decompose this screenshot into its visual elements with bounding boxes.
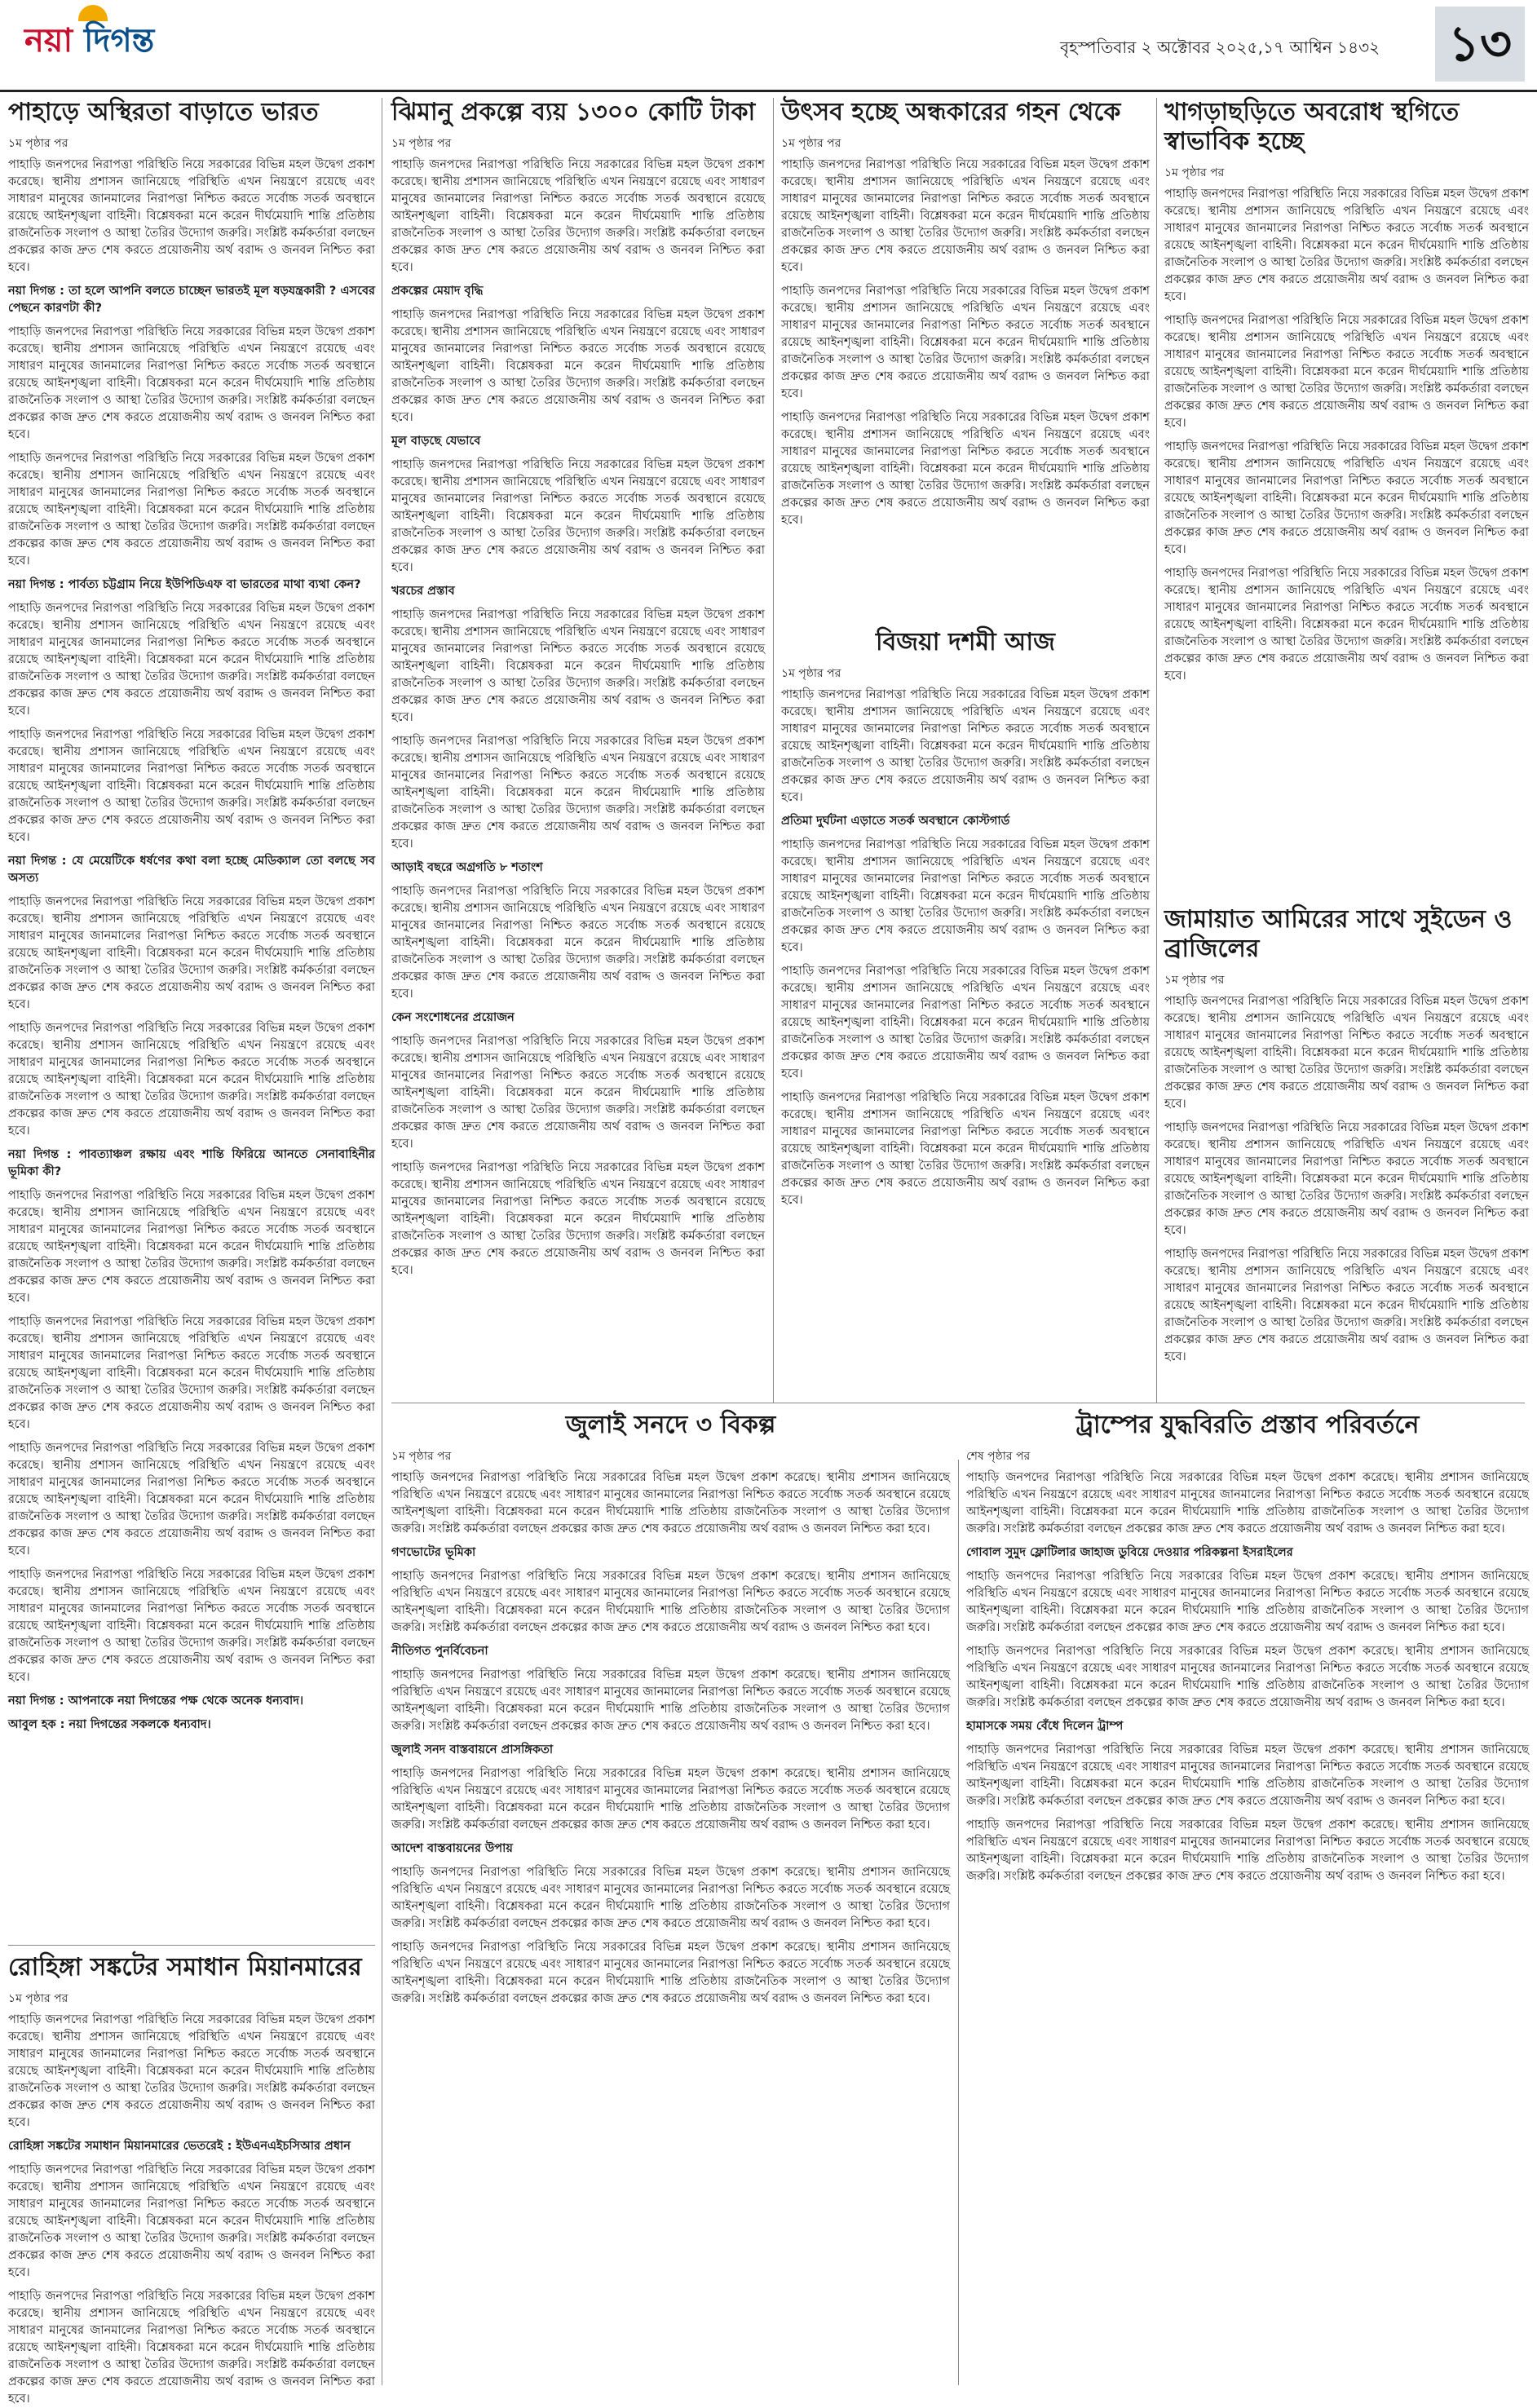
article-rohingya [8, 1953, 375, 2406]
article-body: পাহাড়ি জনপদের নিরাপত্তা পরিস্থিতি নিয়ে সরকারের বিভিন্ন মহল উদ্বেগ প্রকাশ করেছে। স্থানীয় প্রশাসন জানিয়েছে পরিস্থিতি এখন নিয়ন্ত্রণে রয়েছে এবং সাধারণ মানুষের জানমালের নিরাপত্তা নিশ্চিত করতে সর্বোচ্চ সতর্ক অবস্থানে রয়েছে আইনশৃঙ্খলা বাহিনী। বিশ্লেষকরা মনে করেন দীর্ঘমেয়াদি শান্তি প্রতিষ্ঠায় রাজনৈতিক সংলাপ ও আস্থা তৈরির উদ্যোগ জরুরি। সংশ্লিষ্ট কর্মকর্তারা বলছেন প্রকল্পের কাজ দ্রুত শেষ করতে প্রয়োজনীয় অর্থ বরাদ্দ ও জনবল নিশ্চিত করা হবে। [8, 2290, 375, 2406]
interview-closing-answer: আবুল হক : নয়া দিগন্তের সকলকে ধন্যবাদ। [8, 1718, 211, 1731]
continuation-note: ১ম পৃষ্ঠার পর [781, 667, 841, 680]
article-body: পাহাড়ি জনপদের নিরাপত্তা পরিস্থিতি নিয়ে সরকারের বিভিন্ন মহল উদ্বেগ প্রকাশ করেছে। স্থানীয় প্রশাসন জানিয়েছে পরিস্থিতি এখন নিয়ন্ত্রণে রয়েছে এবং সাধারণ মানুষের জানমালের নিরাপত্তা নিশ্চিত করতে সর্বোচ্চ সতর্ক অবস্থানে রয়েছে আইনশৃঙ্খলা বাহিনী। বিশ্লেষকরা মনে করেন দীর্ঘমেয়াদি শান্তি প্রতিষ্ঠায় রাজনৈতিক সংলাপ ও আস্থা তৈরির উদ্যোগ জরুরি। সংশ্লিষ্ট কর্মকর্তারা বলছেন প্রকল্পের কাজ দ্রুত শেষ করতে প্রয়োজনীয় অর্থ বরাদ্দ ও জনবল নিশ্চিত করা হবে। [8, 728, 375, 844]
article-subhead: প্রকল্পের মেয়াদ বৃদ্ধি [391, 285, 484, 298]
article-utsob [781, 98, 1150, 620]
continuation-note: ১ম পৃষ্ঠার পর [781, 137, 841, 150]
article-headline[interactable]: উৎসব হচ্ছে অন্ধকারের গহন থেকে [781, 98, 1121, 126]
article-headline[interactable]: রোহিঙ্গা সঙ্কটের সমাধান মিয়ানমারের [8, 1953, 362, 1982]
article-body: পাহাড়ি জনপদের নিরাপত্তা পরিস্থিতি নিয়ে সরকারের বিভিন্ন মহল উদ্বেগ প্রকাশ করেছে। স্থানীয় প্রশাসন জানিয়েছে পরিস্থিতি এখন নিয়ন্ত্রণে রয়েছে এবং সাধারণ মানুষের জানমালের নিরাপত্তা নিশ্চিত করতে সর্বোচ্চ সতর্ক অবস্থানে রয়েছে আইনশৃঙ্খলা বাহিনী। বিশ্লেষকরা মনে করেন দীর্ঘমেয়াদি শান্তি প্রতিষ্ঠায় রাজনৈতিক সংলাপ ও আস্থা তৈরির উদ্যোগ জরুরি। সংশ্লিষ্ট কর্মকর্তারা বলছেন প্রকল্পের কাজ দ্রুত শেষ করতে প্রয়োজনীয় অর্থ বরাদ্দ ও জনবল নিশ্চিত করা হবে। [8, 1022, 375, 1138]
article-body: পাহাড়ি জনপদের নিরাপত্তা পরিস্থিতি নিয়ে সরকারের বিভিন্ন মহল উদ্বেগ প্রকাশ করেছে। স্থানীয় প্রশাসন জানিয়েছে পরিস্থিতি এখন নিয়ন্ত্রণে রয়েছে এবং সাধারণ মানুষের জানমালের নিরাপত্তা নিশ্চিত করতে সর্বোচ্চ সতর্ক অবস্থানে রয়েছে আইনশৃঙ্খলা বাহিনী। বিশ্লেষকরা মনে করেন দীর্ঘমেয়াদি শান্তি প্রতিষ্ঠায় রাজনৈতিক সংলাপ ও আস্থা তৈরির উদ্যোগ জরুরি। সংশ্লিষ্ট কর্মকর্তারা বলছেন প্রকল্পের কাজ দ্রুত শেষ করতে প্রয়োজনীয় অর্থ বরাদ্দ ও জনবল নিশ্চিত করা হবে। [966, 1471, 1529, 1535]
interview-closing: নয়া দিগন্ত : আপনাকে নয়া দিগন্তের পক্ষ থেকে অনেক ধন্যবাদ। [8, 1694, 304, 1708]
article-body: পাহাড়ি জনপদের নিরাপত্তা পরিস্থিতি নিয়ে সরকারের বিভিন্ন মহল উদ্বেগ প্রকাশ করেছে। স্থানীয় প্রশাসন জানিয়েছে পরিস্থিতি এখন নিয়ন্ত্রণে রয়েছে এবং সাধারণ মানুষের জানমালের নিরাপত্তা নিশ্চিত করতে সর্বোচ্চ সতর্ক অবস্থানে রয়েছে আইনশৃঙ্খলা বাহিনী। বিশ্লেষকরা মনে করেন দীর্ঘমেয়াদি শান্তি প্রতিষ্ঠায় রাজনৈতিক সংলাপ ও আস্থা তৈরির উদ্যোগ জরুরি। সংশ্লিষ্ট কর্মকর্তারা বলছেন প্রকল্পের কাজ দ্রুত শেষ করতে প্রয়োজনীয় অর্থ বরাদ্দ ও জনবল নিশ্চিত করা হবে। [8, 895, 375, 1011]
article-body: পাহাড়ি জনপদের নিরাপত্তা পরিস্থিতি নিয়ে সরকারের বিভিন্ন মহল উদ্বেগ প্রকাশ করেছে। স্থানীয় প্রশাসন জানিয়েছে পরিস্থিতি এখন নিয়ন্ত্রণে রয়েছে এবং সাধারণ মানুষের জানমালের নিরাপত্তা নিশ্চিত করতে সর্বোচ্চ সতর্ক অবস্থানে রয়েছে আইনশৃঙ্খলা বাহিনী। বিশ্লেষকরা মনে করেন দীর্ঘমেয়াদি শান্তি প্রতিষ্ঠায় রাজনৈতিক সংলাপ ও আস্থা তৈরির উদ্যোগ জরুরি। সংশ্লিষ্ট কর্মকর্তারা বলছেন প্রকল্পের কাজ দ্রুত শেষ করতে প্রয়োজনীয় অর্থ বরাদ্দ ও জনবল নিশ্চিত করা হবে। [391, 1570, 950, 1634]
article-subhead: গোবাল সুমুদ ফ্লোটিলার জাহাজ ডুবিয়ে দেওয়ার পরিকল্পনা ইসরাইলের [966, 1546, 1293, 1559]
article-body: পাহাড়ি জনপদের নিরাপত্তা পরিস্থিতি নিয়ে সরকারের বিভিন্ন মহল উদ্বেগ প্রকাশ করেছে। স্থানীয় প্রশাসন জানিয়েছে পরিস্থিতি এখন নিয়ন্ত্রণে রয়েছে এবং সাধারণ মানুষের জানমালের নিরাপত্তা নিশ্চিত করতে সর্বোচ্চ সতর্ক অবস্থানে রয়েছে আইনশৃঙ্খলা বাহিনী। বিশ্লেষকরা মনে করেন দীর্ঘমেয়াদি শান্তি প্রতিষ্ঠায় রাজনৈতিক সংলাপ ও আস্থা তৈরির উদ্যোগ জরুরি। সংশ্লিষ্ট কর্মকর্তারা বলছেন প্রকল্পের কাজ দ্রুত শেষ করতে প্রয়োজনীয় অর্থ বরাদ্দ ও জনবল নিশ্চিত করা হবে। [8, 2163, 375, 2279]
article-subhead: রোহিঙ্গা সঙ্কটের সমাধান মিয়ানমারের ভেতরেই : ইউএনএইচসিআর প্রধান [8, 2140, 351, 2153]
article-body: পাহাড়ি জনপদের নিরাপত্তা পরিস্থিতি নিয়ে সরকারের বিভিন্ন মহল উদ্বেগ প্রকাশ করেছে। স্থানীয় প্রশাসন জানিয়েছে পরিস্থিতি এখন নিয়ন্ত্রণে রয়েছে এবং সাধারণ মানুষের জানমালের নিরাপত্তা নিশ্চিত করতে সর্বোচ্চ সতর্ক অবস্থানে রয়েছে আইনশৃঙ্খলা বাহিনী। বিশ্লেষকরা মনে করেন দীর্ঘমেয়াদি শান্তি প্রতিষ্ঠায় রাজনৈতিক সংলাপ ও আস্থা তৈরির উদ্যোগ জরুরি। সংশ্লিষ্ট কর্মকর্তারা বলছেন প্রকল্পের কাজ দ্রুত শেষ করতে প্রয়োজনীয় অর্থ বরাদ্দ ও জনবল নিশ্চিত করা হবে। [781, 1091, 1150, 1207]
article-body: পাহাড়ি জনপদের নিরাপত্তা পরিস্থিতি নিয়ে সরকারের বিভিন্ন মহল উদ্বেগ প্রকাশ করেছে। স্থানীয় প্রশাসন জানিয়েছে পরিস্থিতি এখন নিয়ন্ত্রণে রয়েছে এবং সাধারণ মানুষের জানমালের নিরাপত্তা নিশ্চিত করতে সর্বোচ্চ সতর্ক অবস্থানে রয়েছে আইনশৃঙ্খলা বাহিনী। বিশ্লেষকরা মনে করেন দীর্ঘমেয়াদি শান্তি প্রতিষ্ঠায় রাজনৈতিক সংলাপ ও আস্থা তৈরির উদ্যোগ জরুরি। সংশ্লিষ্ট কর্মকর্তারা বলছেন প্রকল্পের কাজ দ্রুত শেষ করতে প্রয়োজনীয় অর্থ বরাদ্দ ও জনবল নিশ্চিত করা হবে। [1164, 188, 1529, 303]
article-body: পাহাড়ি জনপদের নিরাপত্তা পরিস্থিতি নিয়ে সরকারের বিভিন্ন মহল উদ্বেগ প্রকাশ করেছে। স্থানীয় প্রশাসন জানিয়েছে পরিস্থিতি এখন নিয়ন্ত্রণে রয়েছে এবং সাধারণ মানুষের জানমালের নিরাপত্তা নিশ্চিত করতে সর্বোচ্চ সতর্ক অবস্থানে রয়েছে আইনশৃঙ্খলা বাহিনী। বিশ্লেষকরা মনে করেন দীর্ঘমেয়াদি শান্তি প্রতিষ্ঠায় রাজনৈতিক সংলাপ ও আস্থা তৈরির উদ্যোগ জরুরি। সংশ্লিষ্ট কর্মকর্তারা বলছেন প্রকল্পের কাজ দ্রুত শেষ করতে প্রয়োজনীয় অর্থ বরাদ্দ ও জনবল নিশ্চিত করা হবে। [1164, 440, 1529, 556]
article-jamaat-amir [1164, 905, 1529, 1394]
article-body: পাহাড়ি জনপদের নিরাপত্তা পরিস্থিতি নিয়ে সরকারের বিভিন্ন মহল উদ্বেগ প্রকাশ করেছে। স্থানীয় প্রশাসন জানিয়েছে পরিস্থিতি এখন নিয়ন্ত্রণে রয়েছে এবং সাধারণ মানুষের জানমালের নিরাপত্তা নিশ্চিত করতে সর্বোচ্চ সতর্ক অবস্থানে রয়েছে আইনশৃঙ্খলা বাহিনী। বিশ্লেষকরা মনে করেন দীর্ঘমেয়াদি শান্তি প্রতিষ্ঠায় রাজনৈতিক সংলাপ ও আস্থা তৈরির উদ্যোগ জরুরি। সংশ্লিষ্ট কর্মকর্তারা বলছেন প্রকল্পের কাজ দ্রুত শেষ করতে প্রয়োজনীয় অর্থ বরাদ্দ ও জনবল নিশ্চিত করা হবে। [391, 735, 765, 851]
article-body: পাহাড়ি জনপদের নিরাপত্তা পরিস্থিতি নিয়ে সরকারের বিভিন্ন মহল উদ্বেগ প্রকাশ করেছে। স্থানীয় প্রশাসন জানিয়েছে পরিস্থিতি এখন নিয়ন্ত্রণে রয়েছে এবং সাধারণ মানুষের জানমালের নিরাপত্তা নিশ্চিত করতে সর্বোচ্চ সতর্ক অবস্থানে রয়েছে আইনশৃঙ্খলা বাহিনী। বিশ্লেষকরা মনে করেন দীর্ঘমেয়াদি শান্তি প্রতিষ্ঠায় রাজনৈতিক সংলাপ ও আস্থা তৈরির উদ্যোগ জরুরি। সংশ্লিষ্ট কর্মকর্তারা বলছেন প্রকল্পের কাজ দ্রুত শেষ করতে প্রয়োজনীয় অর্থ বরাদ্দ ও জনবল নিশ্চিত করা হবে। [8, 602, 375, 718]
continuation-note: ১ম পৃষ্ঠার পর [1164, 974, 1225, 987]
article-subhead: হামাসকে সময় বেঁধে দিলেন ট্রাম্প [966, 1720, 1124, 1733]
article-body: পাহাড়ি জনপদের নিরাপত্তা পরিস্থিতি নিয়ে সরকারের বিভিন্ন মহল উদ্বেগ প্রকাশ করেছে। স্থানীয় প্রশাসন জানিয়েছে পরিস্থিতি এখন নিয়ন্ত্রণে রয়েছে এবং সাধারণ মানুষের জানমালের নিরাপত্তা নিশ্চিত করতে সর্বোচ্চ সতর্ক অবস্থানে রয়েছে আইনশৃঙ্খলা বাহিনী। বিশ্লেষকরা মনে করেন দীর্ঘমেয়াদি শান্তি প্রতিষ্ঠায় রাজনৈতিক সংলাপ ও আস্থা তৈরির উদ্যোগ জরুরি। সংশ্লিষ্ট কর্মকর্তারা বলছেন প্রকল্পের কাজ দ্রুত শেষ করতে প্রয়োজনীয় অর্থ বরাদ্দ ও জনবল নিশ্চিত করা হবে। [8, 325, 375, 441]
article-body: পাহাড়ি জনপদের নিরাপত্তা পরিস্থিতি নিয়ে সরকারের বিভিন্ন মহল উদ্বেগ প্রকাশ করেছে। স্থানীয় প্রশাসন জানিয়েছে পরিস্থিতি এখন নিয়ন্ত্রণে রয়েছে এবং সাধারণ মানুষের জানমালের নিরাপত্তা নিশ্চিত করতে সর্বোচ্চ সতর্ক অবস্থানে রয়েছে আইনশৃঙ্খলা বাহিনী। বিশ্লেষকরা মনে করেন দীর্ঘমেয়াদি শান্তি প্রতিষ্ঠায় রাজনৈতিক সংলাপ ও আস্থা তৈরির উদ্যোগ জরুরি। সংশ্লিষ্ট কর্মকর্তারা বলছেন প্রকল্পের কাজ দ্রুত শেষ করতে প্রয়োজনীয় অর্থ বরাদ্দ ও জনবল নিশ্চিত করা হবে। [391, 1941, 950, 2005]
article-body: পাহাড়ি জনপদের নিরাপত্তা পরিস্থিতি নিয়ে সরকারের বিভিন্ন মহল উদ্বেগ প্রকাশ করেছে। স্থানীয় প্রশাসন জানিয়েছে পরিস্থিতি এখন নিয়ন্ত্রণে রয়েছে এবং সাধারণ মানুষের জানমালের নিরাপত্তা নিশ্চিত করতে সর্বোচ্চ সতর্ক অবস্থানে রয়েছে আইনশৃঙ্খলা বাহিনী। বিশ্লেষকরা মনে করেন দীর্ঘমেয়াদি শান্তি প্রতিষ্ঠায় রাজনৈতিক সংলাপ ও আস্থা তৈরির উদ্যোগ জরুরি। সংশ্লিষ্ট কর্মকর্তারা বলছেন প্রকল্পের কাজ দ্রুত শেষ করতে প্রয়োজনীয় অর্থ বরাদ্দ ও জনবল নিশ্চিত করা হবে। [966, 1818, 1529, 1883]
article-body: পাহাড়ি জনপদের নিরাপত্তা পরিস্থিতি নিয়ে সরকারের বিভিন্ন মহল উদ্বেগ প্রকাশ করেছে। স্থানীয় প্রশাসন জানিয়েছে পরিস্থিতি এখন নিয়ন্ত্রণে রয়েছে এবং সাধারণ মানুষের জানমালের নিরাপত্তা নিশ্চিত করতে সর্বোচ্চ সতর্ক অবস্থানে রয়েছে আইনশৃঙ্খলা বাহিনী। বিশ্লেষকরা মনে করেন দীর্ঘমেয়াদি শান্তি প্রতিষ্ঠায় রাজনৈতিক সংলাপ ও আস্থা তৈরির উদ্যোগ জরুরি। সংশ্লিষ্ট কর্মকর্তারা বলছেন প্রকল্পের কাজ দ্রুত শেষ করতে প্রয়োজনীয় অর্থ বরাদ্দ ও জনবল নিশ্চিত করা হবে। [781, 285, 1150, 400]
article-subhead: নীতিগত পুনর্বিবেচনা [391, 1645, 488, 1658]
column-rule [773, 98, 774, 1403]
article-subhead: খরচের প্রস্তাব [391, 585, 455, 598]
article-subhead: জুলাই সনদ বাস্তবায়নে প্রাসঙ্গিকতা [391, 1743, 554, 1756]
interview-question: নয়া দিগন্ত : পার্বত্য চট্টগ্রাম নিয়ে ইউপিডিএফ বা ভারতের মাথা ব্যথা কেন? [8, 578, 361, 591]
article-body: পাহাড়ি জনপদের নিরাপত্তা পরিস্থিতি নিয়ে সরকারের বিভিন্ন মহল উদ্বেগ প্রকাশ করেছে। স্থানীয় প্রশাসন জানিয়েছে পরিস্থিতি এখন নিয়ন্ত্রণে রয়েছে এবং সাধারণ মানুষের জানমালের নিরাপত্তা নিশ্চিত করতে সর্বোচ্চ সতর্ক অবস্থানে রয়েছে আইনশৃঙ্খলা বাহিনী। বিশ্লেষকরা মনে করেন দীর্ঘমেয়াদি শান্তি প্রতিষ্ঠায় রাজনৈতিক সংলাপ ও আস্থা তৈরির উদ্যোগ জরুরি। সংশ্লিষ্ট কর্মকর্তারা বলছেন প্রকল্পের কাজ দ্রুত শেষ করতে প্রয়োজনীয় অর্থ বরাদ্দ ও জনবল নিশ্চিত করা হবে। [8, 1442, 375, 1557]
continuation-note: ১ম পৃষ্ঠার পর [391, 1450, 452, 1463]
article-body: পাহাড়ি জনপদের নিরাপত্তা পরিস্থিতি নিয়ে সরকারের বিভিন্ন মহল উদ্বেগ প্রকাশ করেছে। স্থানীয় প্রশাসন জানিয়েছে পরিস্থিতি এখন নিয়ন্ত্রণে রয়েছে এবং সাধারণ মানুষের জানমালের নিরাপত্তা নিশ্চিত করতে সর্বোচ্চ সতর্ক অবস্থানে রয়েছে আইনশৃঙ্খলা বাহিনী। বিশ্লেষকরা মনে করেন দীর্ঘমেয়াদি শান্তি প্রতিষ্ঠায় রাজনৈতিক সংলাপ ও আস্থা তৈরির উদ্যোগ জরুরি। সংশ্লিষ্ট কর্মকর্তারা বলছেন প্রকল্পের কাজ দ্রুত শেষ করতে প্রয়োজনীয় অর্থ বরাদ্দ ও জনবল নিশ্চিত করা হবে। [781, 158, 1150, 274]
article-jhimanu [391, 98, 765, 1394]
article-july-charter [391, 1411, 950, 2385]
article-body: পাহাড়ি জনপদের নিরাপত্তা পরিস্থিতি নিয়ে সরকারের বিভিন্ন মহল উদ্বেগ প্রকাশ করেছে। স্থানীয় প্রশাসন জানিয়েছে পরিস্থিতি এখন নিয়ন্ত্রণে রয়েছে এবং সাধারণ মানুষের জানমালের নিরাপত্তা নিশ্চিত করতে সর্বোচ্চ সতর্ক অবস্থানে রয়েছে আইনশৃঙ্খলা বাহিনী। বিশ্লেষকরা মনে করেন দীর্ঘমেয়াদি শান্তি প্রতিষ্ঠায় রাজনৈতিক সংলাপ ও আস্থা তৈরির উদ্যোগ জরুরি। সংশ্লিষ্ট কর্মকর্তারা বলছেন প্রকল্পের কাজ দ্রুত শেষ করতে প্রয়োজনীয় অর্থ বরাদ্দ ও জনবল নিশ্চিত করা হবে। [781, 688, 1150, 804]
dateline: বৃহস্পতিবার ২ অক্টোবর ২০২৫,১৭ আশ্বিন ১৪৩২ [1060, 38, 1380, 57]
article-subhead: গণভোটের ভূমিকা [391, 1546, 476, 1559]
article-subhead: আদেশ বাস্তবায়নের উপায় [391, 1842, 513, 1855]
article-body: পাহাড়ি জনপদের নিরাপত্তা পরিস্থিতি নিয়ে সরকারের বিভিন্ন মহল উদ্বেগ প্রকাশ করেছে। স্থানীয় প্রশাসন জানিয়েছে পরিস্থিতি এখন নিয়ন্ত্রণে রয়েছে এবং সাধারণ মানুষের জানমালের নিরাপত্তা নিশ্চিত করতে সর্বোচ্চ সতর্ক অবস্থানে রয়েছে আইনশৃঙ্খলা বাহিনী। বিশ্লেষকরা মনে করেন দীর্ঘমেয়াদি শান্তি প্রতিষ্ঠায় রাজনৈতিক সংলাপ ও আস্থা তৈরির উদ্যোগ জরুরি। সংশ্লিষ্ট কর্মকর্তারা বলছেন প্রকল্পের কাজ দ্রুত শেষ করতে প্রয়োজনীয় অর্থ বরাদ্দ ও জনবল নিশ্চিত করা হবে। [966, 1645, 1529, 1709]
article-body: পাহাড়ি জনপদের নিরাপত্তা পরিস্থিতি নিয়ে সরকারের বিভিন্ন মহল উদ্বেগ প্রকাশ করেছে। স্থানীয় প্রশাসন জানিয়েছে পরিস্থিতি এখন নিয়ন্ত্রণে রয়েছে এবং সাধারণ মানুষের জানমালের নিরাপত্তা নিশ্চিত করতে সর্বোচ্চ সতর্ক অবস্থানে রয়েছে আইনশৃঙ্খলা বাহিনী। বিশ্লেষকরা মনে করেন দীর্ঘমেয়াদি শান্তি প্রতিষ্ঠায় রাজনৈতিক সংলাপ ও আস্থা তৈরির উদ্যোগ জরুরি। সংশ্লিষ্ট কর্মকর্তারা বলছেন প্রকল্পের কাজ দ্রুত শেষ করতে প্রয়োজনীয় অর্থ বরাদ্দ ও জনবল নিশ্চিত করা হবে। [391, 1471, 950, 1535]
article-body: পাহাড়ি জনপদের নিরাপত্তা পরিস্থিতি নিয়ে সরকারের বিভিন্ন মহল উদ্বেগ প্রকাশ করেছে। স্থানীয় প্রশাসন জানিয়েছে পরিস্থিতি এখন নিয়ন্ত্রণে রয়েছে এবং সাধারণ মানুষের জানমালের নিরাপত্তা নিশ্চিত করতে সর্বোচ্চ সতর্ক অবস্থানে রয়েছে আইনশৃঙ্খলা বাহিনী। বিশ্লেষকরা মনে করেন দীর্ঘমেয়াদি শান্তি প্রতিষ্ঠায় রাজনৈতিক সংলাপ ও আস্থা তৈরির উদ্যোগ জরুরি। সংশ্লিষ্ট কর্মকর্তারা বলছেন প্রকল্পের কাজ দ্রুত শেষ করতে প্রয়োজনীয় অর্থ বরাদ্দ ও জনবল নিশ্চিত করা হবে। [391, 158, 765, 274]
column-rule [1156, 98, 1157, 1403]
article-body: পাহাড়ি জনপদের নিরাপত্তা পরিস্থিতি নিয়ে সরকারের বিভিন্ন মহল উদ্বেগ প্রকাশ করেছে। স্থানীয় প্রশাসন জানিয়েছে পরিস্থিতি এখন নিয়ন্ত্রণে রয়েছে এবং সাধারণ মানুষের জানমালের নিরাপত্তা নিশ্চিত করতে সর্বোচ্চ সতর্ক অবস্থানে রয়েছে আইনশৃঙ্খলা বাহিনী। বিশ্লেষকরা মনে করেন দীর্ঘমেয়াদি শান্তি প্রতিষ্ঠায় রাজনৈতিক সংলাপ ও আস্থা তৈরির উদ্যোগ জরুরি। সংশ্লিষ্ট কর্মকর্তারা বলছেন প্রকল্পের কাজ দ্রুত শেষ করতে প্রয়োজনীয় অর্থ বরাদ্দ ও জনবল নিশ্চিত করা হবে। [391, 458, 765, 574]
logo-part-1: নয়া [24, 22, 73, 60]
logo-part-2: দিগন্ত [83, 22, 155, 60]
interview-question: নয়া দিগন্ত : পাবত্যাঞ্চল রক্ষায় এবং শান্তি ফিরিয়ে আনতে সেনাবাহিনীর ভূমিকা কী? [8, 1148, 375, 1178]
article-body: পাহাড়ি জনপদের নিরাপত্তা পরিস্থিতি নিয়ে সরকারের বিভিন্ন মহল উদ্বেগ প্রকাশ করেছে। স্থানীয় প্রশাসন জানিয়েছে পরিস্থিতি এখন নিয়ন্ত্রণে রয়েছে এবং সাধারণ মানুষের জানমালের নিরাপত্তা নিশ্চিত করতে সর্বোচ্চ সতর্ক অবস্থানে রয়েছে আইনশৃঙ্খলা বাহিনী। বিশ্লেষকরা মনে করেন দীর্ঘমেয়াদি শান্তি প্রতিষ্ঠায় রাজনৈতিক সংলাপ ও আস্থা তৈরির উদ্যোগ জরুরি। সংশ্লিষ্ট কর্মকর্তারা বলছেন প্রকল্পের কাজ দ্রুত শেষ করতে প্রয়োজনীয় অর্থ বরাদ্দ ও জনবল নিশ্চিত করা হবে। [8, 1315, 375, 1431]
article-subhead: আড়াই বছরে অগ্রগতি ৮ শতাংশ [391, 861, 543, 874]
continuation-note: ১ম পৃষ্ঠার পর [1164, 166, 1225, 179]
article-body: পাহাড়ি জনপদের নিরাপত্তা পরিস্থিতি নিয়ে সরকারের বিভিন্ন মহল উদ্বেগ প্রকাশ করেছে। স্থানীয় প্রশাসন জানিয়েছে পরিস্থিতি এখন নিয়ন্ত্রণে রয়েছে এবং সাধারণ মানুষের জানমালের নিরাপত্তা নিশ্চিত করতে সর্বোচ্চ সতর্ক অবস্থানে রয়েছে আইনশৃঙ্খলা বাহিনী। বিশ্লেষকরা মনে করেন দীর্ঘমেয়াদি শান্তি প্রতিষ্ঠায় রাজনৈতিক সংলাপ ও আস্থা তৈরির উদ্যোগ জরুরি। সংশ্লিষ্ট কর্মকর্তারা বলছেন প্রকল্পের কাজ দ্রুত শেষ করতে প্রয়োজনীয় অর্থ বরাদ্দ ও জনবল নিশ্চিত করা হবে। [391, 1161, 765, 1277]
article-subhead: প্রতিমা দুর্ঘটনা এড়াতে সতর্ক অবস্থানে কোস্টগার্ড [781, 815, 1010, 828]
article-headline[interactable]: খাগড়াছড়িতে অবরোধ স্থগিতে স্বাভাবিক হচ্ছে [1164, 98, 1460, 156]
article-body: পাহাড়ি জনপদের নিরাপত্তা পরিস্থিতি নিয়ে সরকারের বিভিন্ন মহল উদ্বেগ প্রকাশ করেছে। স্থানীয় প্রশাসন জানিয়েছে পরিস্থিতি এখন নিয়ন্ত্রণে রয়েছে এবং সাধারণ মানুষের জানমালের নিরাপত্তা নিশ্চিত করতে সর্বোচ্চ সতর্ক অবস্থানে রয়েছে আইনশৃঙ্খলা বাহিনী। বিশ্লেষকরা মনে করেন দীর্ঘমেয়াদি শান্তি প্রতিষ্ঠায় রাজনৈতিক সংলাপ ও আস্থা তৈরির উদ্যোগ জরুরি। সংশ্লিষ্ট কর্মকর্তারা বলছেন প্রকল্পের কাজ দ্রুত শেষ করতে প্রয়োজনীয় অর্থ বরাদ্দ ও জনবল নিশ্চিত করা হবে। [1164, 995, 1529, 1111]
article-body: পাহাড়ি জনপদের নিরাপত্তা পরিস্থিতি নিয়ে সরকারের বিভিন্ন মহল উদ্বেগ প্রকাশ করেছে। স্থানীয় প্রশাসন জানিয়েছে পরিস্থিতি এখন নিয়ন্ত্রণে রয়েছে এবং সাধারণ মানুষের জানমালের নিরাপত্তা নিশ্চিত করতে সর্বোচ্চ সতর্ক অবস্থানে রয়েছে আইনশৃঙ্খলা বাহিনী। বিশ্লেষকরা মনে করেন দীর্ঘমেয়াদি শান্তি প্রতিষ্ঠায় রাজনৈতিক সংলাপ ও আস্থা তৈরির উদ্যোগ জরুরি। সংশ্লিষ্ট কর্মকর্তারা বলছেন প্রকল্পের কাজ দ্রুত শেষ করতে প্রয়োজনীয় অর্থ বরাদ্দ ও জনবল নিশ্চিত করা হবে। [8, 158, 375, 274]
article-body: পাহাড়ি জনপদের নিরাপত্তা পরিস্থিতি নিয়ে সরকারের বিভিন্ন মহল উদ্বেগ প্রকাশ করেছে। স্থানীয় প্রশাসন জানিয়েছে পরিস্থিতি এখন নিয়ন্ত্রণে রয়েছে এবং সাধারণ মানুষের জানমালের নিরাপত্তা নিশ্চিত করতে সর্বোচ্চ সতর্ক অবস্থানে রয়েছে আইনশৃঙ্খলা বাহিনী। বিশ্লেষকরা মনে করেন দীর্ঘমেয়াদি শান্তি প্রতিষ্ঠায় রাজনৈতিক সংলাপ ও আস্থা তৈরির উদ্যোগ জরুরি। সংশ্লিষ্ট কর্মকর্তারা বলছেন প্রকল্পের কাজ দ্রুত শেষ করতে প্রয়োজনীয় অর্থ বরাদ্দ ও জনবল নিশ্চিত করা হবে। [966, 1570, 1529, 1634]
article-body: পাহাড়ি জনপদের নিরাপত্তা পরিস্থিতি নিয়ে সরকারের বিভিন্ন মহল উদ্বেগ প্রকাশ করেছে। স্থানীয় প্রশাসন জানিয়েছে পরিস্থিতি এখন নিয়ন্ত্রণে রয়েছে এবং সাধারণ মানুষের জানমালের নিরাপত্তা নিশ্চিত করতে সর্বোচ্চ সতর্ক অবস্থানে রয়েছে আইনশৃঙ্খলা বাহিনী। বিশ্লেষকরা মনে করেন দীর্ঘমেয়াদি শান্তি প্রতিষ্ঠায় রাজনৈতিক সংলাপ ও আস্থা তৈরির উদ্যোগ জরুরি। সংশ্লিষ্ট কর্মকর্তারা বলছেন প্রকল্পের কাজ দ্রুত শেষ করতে প্রয়োজনীয় অর্থ বরাদ্দ ও জনবল নিশ্চিত করা হবে। [391, 1767, 950, 1831]
article-body: পাহাড়ি জনপদের নিরাপত্তা পরিস্থিতি নিয়ে সরকারের বিভিন্ন মহল উদ্বেগ প্রকাশ করেছে। স্থানীয় প্রশাসন জানিয়েছে পরিস্থিতি এখন নিয়ন্ত্রণে রয়েছে এবং সাধারণ মানুষের জানমালের নিরাপত্তা নিশ্চিত করতে সর্বোচ্চ সতর্ক অবস্থানে রয়েছে আইনশৃঙ্খলা বাহিনী। বিশ্লেষকরা মনে করেন দীর্ঘমেয়াদি শান্তি প্রতিষ্ঠায় রাজনৈতিক সংলাপ ও আস্থা তৈরির উদ্যোগ জরুরি। সংশ্লিষ্ট কর্মকর্তারা বলছেন প্রকল্পের কাজ দ্রুত শেষ করতে প্রয়োজনীয় অর্থ বরাদ্দ ও জনবল নিশ্চিত করা হবে। [391, 608, 765, 724]
article-body: পাহাড়ি জনপদের নিরাপত্তা পরিস্থিতি নিয়ে সরকারের বিভিন্ন মহল উদ্বেগ প্রকাশ করেছে। স্থানীয় প্রশাসন জানিয়েছে পরিস্থিতি এখন নিয়ন্ত্রণে রয়েছে এবং সাধারণ মানুষের জানমালের নিরাপত্তা নিশ্চিত করতে সর্বোচ্চ সতর্ক অবস্থানে রয়েছে আইনশৃঙ্খলা বাহিনী। বিশ্লেষকরা মনে করেন দীর্ঘমেয়াদি শান্তি প্রতিষ্ঠায় রাজনৈতিক সংলাপ ও আস্থা তৈরির উদ্যোগ জরুরি। সংশ্লিষ্ট কর্মকর্তারা বলছেন প্রকল্পের কাজ দ্রুত শেষ করতে প্রয়োজনীয় অর্থ বরাদ্দ ও জনবল নিশ্চিত করা হবে। [391, 885, 765, 1001]
column-rule [958, 1460, 959, 2385]
interview-question: নয়া দিগন্ত : যে মেয়েটিকে ধর্ষণের কথা বলা হচ্ছে মেডিক্যাল তো বলছে সব অসত্য [8, 855, 375, 885]
article-bijoya-doshomi [781, 628, 1150, 1394]
article-body: পাহাড়ি জনপদের নিরাপত্তা পরিস্থিতি নিয়ে সরকারের বিভিন্ন মহল উদ্বেগ প্রকাশ করেছে। স্থানীয় প্রশাসন জানিয়েছে পরিস্থিতি এখন নিয়ন্ত্রণে রয়েছে এবং সাধারণ মানুষের জানমালের নিরাপত্তা নিশ্চিত করতে সর্বোচ্চ সতর্ক অবস্থানে রয়েছে আইনশৃঙ্খলা বাহিনী। বিশ্লেষকরা মনে করেন দীর্ঘমেয়াদি শান্তি প্রতিষ্ঠায় রাজনৈতিক সংলাপ ও আস্থা তৈরির উদ্যোগ জরুরি। সংশ্লিষ্ট কর্মকর্তারা বলছেন প্রকল্পের কাজ দ্রুত শেষ করতে প্রয়োজনীয় অর্থ বরাদ্দ ও জনবল নিশ্চিত করা হবে। [8, 452, 375, 568]
article-headline[interactable]: জামায়াত আমিরের সাথে সুইডেন ও ব্রাজিলের [1164, 905, 1513, 963]
article-headline[interactable]: পাহাড়ে অস্থিরতা বাড়াতে ভারত [8, 98, 319, 126]
article-headline[interactable]: বিজয়া দশমী আজ [876, 628, 1055, 656]
page-number: ১৩ [1435, 7, 1525, 82]
article-body: পাহাড়ি জনপদের নিরাপত্তা পরিস্থিতি নিয়ে সরকারের বিভিন্ন মহল উদ্বেগ প্রকাশ করেছে। স্থানীয় প্রশাসন জানিয়েছে পরিস্থিতি এখন নিয়ন্ত্রণে রয়েছে এবং সাধারণ মানুষের জানমালের নিরাপত্তা নিশ্চিত করতে সর্বোচ্চ সতর্ক অবস্থানে রয়েছে আইনশৃঙ্খলা বাহিনী। বিশ্লেষকরা মনে করেন দীর্ঘমেয়াদি শান্তি প্রতিষ্ঠায় রাজনৈতিক সংলাপ ও আস্থা তৈরির উদ্যোগ জরুরি। সংশ্লিষ্ট কর্মকর্তারা বলছেন প্রকল্পের কাজ দ্রুত শেষ করতে প্রয়োজনীয় অর্থ বরাদ্দ ও জনবল নিশ্চিত করা হবে। [1164, 1121, 1529, 1237]
article-headline[interactable]: জুলাই সনদে ৩ বিকল্প [565, 1411, 776, 1439]
continuation-note: ১ম পৃষ্ঠার পর [8, 1992, 68, 2005]
article-headline[interactable]: ট্রাম্পের যুদ্ধবিরতি প্রস্তাব পরিবর্তনে [1075, 1411, 1420, 1439]
article-trump-ceasefire [966, 1411, 1529, 2385]
article-body: পাহাড়ি জনপদের নিরাপত্তা পরিস্থিতি নিয়ে সরকারের বিভিন্ন মহল উদ্বেগ প্রকাশ করেছে। স্থানীয় প্রশাসন জানিয়েছে পরিস্থিতি এখন নিয়ন্ত্রণে রয়েছে এবং সাধারণ মানুষের জানমালের নিরাপত্তা নিশ্চিত করতে সর্বোচ্চ সতর্ক অবস্থানে রয়েছে আইনশৃঙ্খলা বাহিনী। বিশ্লেষকরা মনে করেন দীর্ঘমেয়াদি শান্তি প্রতিষ্ঠায় রাজনৈতিক সংলাপ ও আস্থা তৈরির উদ্যোগ জরুরি। সংশ্লিষ্ট কর্মকর্তারা বলছেন প্রকল্পের কাজ দ্রুত শেষ করতে প্রয়োজনীয় অর্থ বরাদ্দ ও জনবল নিশ্চিত করা হবে। [966, 1743, 1529, 1808]
article-headline[interactable]: ঝিমানু প্রকল্পে ব্যয় ১৩০০ কোটি টাকা [391, 98, 756, 126]
continuation-note: ১ম পৃষ্ঠার পর [391, 137, 452, 150]
article-body: পাহাড়ি জনপদের নিরাপত্তা পরিস্থিতি নিয়ে সরকারের বিভিন্ন মহল উদ্বেগ প্রকাশ করেছে। স্থানীয় প্রশাসন জানিয়েছে পরিস্থিতি এখন নিয়ন্ত্রণে রয়েছে এবং সাধারণ মানুষের জানমালের নিরাপত্তা নিশ্চিত করতে সর্বোচ্চ সতর্ক অবস্থানে রয়েছে আইনশৃঙ্খলা বাহিনী। বিশ্লেষকরা মনে করেন দীর্ঘমেয়াদি শান্তি প্রতিষ্ঠায় রাজনৈতিক সংলাপ ও আস্থা তৈরির উদ্যোগ জরুরি। সংশ্লিষ্ট কর্মকর্তারা বলছেন প্রকল্পের কাজ দ্রুত শেষ করতে প্রয়োজনীয় অর্থ বরাদ্দ ও জনবল নিশ্চিত করা হবে। [391, 1035, 765, 1151]
interview-question: নয়া দিগন্ত : তা হলে আপনি বলতে চাচ্ছেন ভারতই মূল ষড়যন্ত্রকারী ? এসবের পেছনে কারণটা কী? [8, 285, 375, 315]
continuation-note: শেষ পৃষ্ঠার পর [966, 1450, 1031, 1463]
article-body: পাহাড়ি জনপদের নিরাপত্তা পরিস্থিতি নিয়ে সরকারের বিভিন্ন মহল উদ্বেগ প্রকাশ করেছে। স্থানীয় প্রশাসন জানিয়েছে পরিস্থিতি এখন নিয়ন্ত্রণে রয়েছে এবং সাধারণ মানুষের জানমালের নিরাপত্তা নিশ্চিত করতে সর্বোচ্চ সতর্ক অবস্থানে রয়েছে আইনশৃঙ্খলা বাহিনী। বিশ্লেষকরা মনে করেন দীর্ঘমেয়াদি শান্তি প্রতিষ্ঠায় রাজনৈতিক সংলাপ ও আস্থা তৈরির উদ্যোগ জরুরি। সংশ্লিষ্ট কর্মকর্তারা বলছেন প্রকল্পের কাজ দ্রুত শেষ করতে প্রয়োজনীয় অর্থ বরাদ্দ ও জনবল নিশ্চিত করা হবে। [781, 965, 1150, 1080]
section-rule [8, 1945, 375, 1946]
continuation-note: ১ম পৃষ্ঠার পর [8, 137, 68, 150]
article-body: পাহাড়ি জনপদের নিরাপত্তা পরিস্থিতি নিয়ে সরকারের বিভিন্ন মহল উদ্বেগ প্রকাশ করেছে। স্থানীয় প্রশাসন জানিয়েছে পরিস্থিতি এখন নিয়ন্ত্রণে রয়েছে এবং সাধারণ মানুষের জানমালের নিরাপত্তা নিশ্চিত করতে সর্বোচ্চ সতর্ক অবস্থানে রয়েছে আইনশৃঙ্খলা বাহিনী। বিশ্লেষকরা মনে করেন দীর্ঘমেয়াদি শান্তি প্রতিষ্ঠায় রাজনৈতিক সংলাপ ও আস্থা তৈরির উদ্যোগ জরুরি। সংশ্লিষ্ট কর্মকর্তারা বলছেন প্রকল্পের কাজ দ্রুত শেষ করতে প্রয়োজনীয় অর্থ বরাদ্দ ও জনবল নিশ্চিত করা হবে। [391, 1668, 950, 1733]
newspaper-logo[interactable] [24, 15, 154, 69]
article-body: পাহাড়ি জনপদের নিরাপত্তা পরিস্থিতি নিয়ে সরকারের বিভিন্ন মহল উদ্বেগ প্রকাশ করেছে। স্থানীয় প্রশাসন জানিয়েছে পরিস্থিতি এখন নিয়ন্ত্রণে রয়েছে এবং সাধারণ মানুষের জানমালের নিরাপত্তা নিশ্চিত করতে সর্বোচ্চ সতর্ক অবস্থানে রয়েছে আইনশৃঙ্খলা বাহিনী। বিশ্লেষকরা মনে করেন দীর্ঘমেয়াদি শান্তি প্রতিষ্ঠায় রাজনৈতিক সংলাপ ও আস্থা তৈরির উদ্যোগ জরুরি। সংশ্লিষ্ট কর্মকর্তারা বলছেন প্রকল্পের কাজ দ্রুত শেষ করতে প্রয়োজনীয় অর্থ বরাদ্দ ও জনবল নিশ্চিত করা হবে। [8, 1568, 375, 1684]
article-khagrachari [1164, 98, 1529, 897]
article-body: পাহাড়ি জনপদের নিরাপত্তা পরিস্থিতি নিয়ে সরকারের বিভিন্ন মহল উদ্বেগ প্রকাশ করেছে। স্থানীয় প্রশাসন জানিয়েছে পরিস্থিতি এখন নিয়ন্ত্রণে রয়েছে এবং সাধারণ মানুষের জানমালের নিরাপত্তা নিশ্চিত করতে সর্বোচ্চ সতর্ক অবস্থানে রয়েছে আইনশৃঙ্খলা বাহিনী। বিশ্লেষকরা মনে করেন দীর্ঘমেয়াদি শান্তি প্রতিষ্ঠায় রাজনৈতিক সংলাপ ও আস্থা তৈরির উদ্যোগ জরুরি। সংশ্লিষ্ট কর্মকর্তারা বলছেন প্রকল্পের কাজ দ্রুত শেষ করতে প্রয়োজনীয় অর্থ বরাদ্দ ও জনবল নিশ্চিত করা হবে। [8, 1189, 375, 1305]
article-body: পাহাড়ি জনপদের নিরাপত্তা পরিস্থিতি নিয়ে সরকারের বিভিন্ন মহল উদ্বেগ প্রকাশ করেছে। স্থানীয় প্রশাসন জানিয়েছে পরিস্থিতি এখন নিয়ন্ত্রণে রয়েছে এবং সাধারণ মানুষের জানমালের নিরাপত্তা নিশ্চিত করতে সর্বোচ্চ সতর্ক অবস্থানে রয়েছে আইনশৃঙ্খলা বাহিনী। বিশ্লেষকরা মনে করেন দীর্ঘমেয়াদি শান্তি প্রতিষ্ঠায় রাজনৈতিক সংলাপ ও আস্থা তৈরির উদ্যোগ জরুরি। সংশ্লিষ্ট কর্মকর্তারা বলছেন প্রকল্পের কাজ দ্রুত শেষ করতে প্রয়োজনীয় অর্থ বরাদ্দ ও জনবল নিশ্চিত করা হবে। [8, 2013, 375, 2129]
article-body: পাহাড়ি জনপদের নিরাপত্তা পরিস্থিতি নিয়ে সরকারের বিভিন্ন মহল উদ্বেগ প্রকাশ করেছে। স্থানীয় প্রশাসন জানিয়েছে পরিস্থিতি এখন নিয়ন্ত্রণে রয়েছে এবং সাধারণ মানুষের জানমালের নিরাপত্তা নিশ্চিত করতে সর্বোচ্চ সতর্ক অবস্থানে রয়েছে আইনশৃঙ্খলা বাহিনী। বিশ্লেষকরা মনে করেন দীর্ঘমেয়াদি শান্তি প্রতিষ্ঠায় রাজনৈতিক সংলাপ ও আস্থা তৈরির উদ্যোগ জরুরি। সংশ্লিষ্ট কর্মকর্তারা বলছেন প্রকল্পের কাজ দ্রুত শেষ করতে প্রয়োজনীয় অর্থ বরাদ্দ ও জনবল নিশ্চিত করা হবে। [1164, 1248, 1529, 1363]
article-body: পাহাড়ি জনপদের নিরাপত্তা পরিস্থিতি নিয়ে সরকারের বিভিন্ন মহল উদ্বেগ প্রকাশ করেছে। স্থানীয় প্রশাসন জানিয়েছে পরিস্থিতি এখন নিয়ন্ত্রণে রয়েছে এবং সাধারণ মানুষের জানমালের নিরাপত্তা নিশ্চিত করতে সর্বোচ্চ সতর্ক অবস্থানে রয়েছে আইনশৃঙ্খলা বাহিনী। বিশ্লেষকরা মনে করেন দীর্ঘমেয়াদি শান্তি প্রতিষ্ঠায় রাজনৈতিক সংলাপ ও আস্থা তৈরির উদ্যোগ জরুরি। সংশ্লিষ্ট কর্মকর্তারা বলছেন প্রকল্পের কাজ দ্রুত শেষ করতে প্রয়োজনীয় অর্থ বরাদ্দ ও জনবল নিশ্চিত করা হবে। [391, 308, 765, 424]
article-body: পাহাড়ি জনপদের নিরাপত্তা পরিস্থিতি নিয়ে সরকারের বিভিন্ন মহল উদ্বেগ প্রকাশ করেছে। স্থানীয় প্রশাসন জানিয়েছে পরিস্থিতি এখন নিয়ন্ত্রণে রয়েছে এবং সাধারণ মানুষের জানমালের নিরাপত্তা নিশ্চিত করতে সর্বোচ্চ সতর্ক অবস্থানে রয়েছে আইনশৃঙ্খলা বাহিনী। বিশ্লেষকরা মনে করেন দীর্ঘমেয়াদি শান্তি প্রতিষ্ঠায় রাজনৈতিক সংলাপ ও আস্থা তৈরির উদ্যোগ জরুরি। সংশ্লিষ্ট কর্মকর্তারা বলছেন প্রকল্পের কাজ দ্রুত শেষ করতে প্রয়োজনীয় অর্থ বরাদ্দ ও জনবল নিশ্চিত করা হবে। [1164, 567, 1529, 683]
article-body: পাহাড়ি জনপদের নিরাপত্তা পরিস্থিতি নিয়ে সরকারের বিভিন্ন মহল উদ্বেগ প্রকাশ করেছে। স্থানীয় প্রশাসন জানিয়েছে পরিস্থিতি এখন নিয়ন্ত্রণে রয়েছে এবং সাধারণ মানুষের জানমালের নিরাপত্তা নিশ্চিত করতে সর্বোচ্চ সতর্ক অবস্থানে রয়েছে আইনশৃঙ্খলা বাহিনী। বিশ্লেষকরা মনে করেন দীর্ঘমেয়াদি শান্তি প্রতিষ্ঠায় রাজনৈতিক সংলাপ ও আস্থা তৈরির উদ্যোগ জরুরি। সংশ্লিষ্ট কর্মকর্তারা বলছেন প্রকল্পের কাজ দ্রুত শেষ করতে প্রয়োজনীয় অর্থ বরাদ্দ ও জনবল নিশ্চিত করা হবে। [781, 838, 1150, 954]
article-pahare-osthirota [8, 98, 375, 1937]
article-body: পাহাড়ি জনপদের নিরাপত্তা পরিস্থিতি নিয়ে সরকারের বিভিন্ন মহল উদ্বেগ প্রকাশ করেছে। স্থানীয় প্রশাসন জানিয়েছে পরিস্থিতি এখন নিয়ন্ত্রণে রয়েছে এবং সাধারণ মানুষের জানমালের নিরাপত্তা নিশ্চিত করতে সর্বোচ্চ সতর্ক অবস্থানে রয়েছে আইনশৃঙ্খলা বাহিনী। বিশ্লেষকরা মনে করেন দীর্ঘমেয়াদি শান্তি প্রতিষ্ঠায় রাজনৈতিক সংলাপ ও আস্থা তৈরির উদ্যোগ জরুরি। সংশ্লিষ্ট কর্মকর্তারা বলছেন প্রকল্পের কাজ দ্রুত শেষ করতে প্রয়োজনীয় অর্থ বরাদ্দ ও জনবল নিশ্চিত করা হবে। [1164, 314, 1529, 430]
article-subhead: কেন সংশোধনের প্রয়োজন [391, 1011, 515, 1024]
article-subhead: মূল বাড়ছে যেভাবে [391, 435, 481, 448]
article-body: পাহাড়ি জনপদের নিরাপত্তা পরিস্থিতি নিয়ে সরকারের বিভিন্ন মহল উদ্বেগ প্রকাশ করেছে। স্থানীয় প্রশাসন জানিয়েছে পরিস্থিতি এখন নিয়ন্ত্রণে রয়েছে এবং সাধারণ মানুষের জানমালের নিরাপত্তা নিশ্চিত করতে সর্বোচ্চ সতর্ক অবস্থানে রয়েছে আইনশৃঙ্খলা বাহিনী। বিশ্লেষকরা মনে করেন দীর্ঘমেয়াদি শান্তি প্রতিষ্ঠায় রাজনৈতিক সংলাপ ও আস্থা তৈরির উদ্যোগ জরুরি। সংশ্লিষ্ট কর্মকর্তারা বলছেন প্রকল্পের কাজ দ্রুত শেষ করতে প্রয়োজনীয় অর্থ বরাদ্দ ও জনবল নিশ্চিত করা হবে। [781, 411, 1150, 527]
article-body: পাহাড়ি জনপদের নিরাপত্তা পরিস্থিতি নিয়ে সরকারের বিভিন্ন মহল উদ্বেগ প্রকাশ করেছে। স্থানীয় প্রশাসন জানিয়েছে পরিস্থিতি এখন নিয়ন্ত্রণে রয়েছে এবং সাধারণ মানুষের জানমালের নিরাপত্তা নিশ্চিত করতে সর্বোচ্চ সতর্ক অবস্থানে রয়েছে আইনশৃঙ্খলা বাহিনী। বিশ্লেষকরা মনে করেন দীর্ঘমেয়াদি শান্তি প্রতিষ্ঠায় রাজনৈতিক সংলাপ ও আস্থা তৈরির উদ্যোগ জরুরি। সংশ্লিষ্ট কর্মকর্তারা বলছেন প্রকল্পের কাজ দ্রুত শেষ করতে প্রয়োজনীয় অর্থ বরাদ্দ ও জনবল নিশ্চিত করা হবে। [391, 1866, 950, 1930]
